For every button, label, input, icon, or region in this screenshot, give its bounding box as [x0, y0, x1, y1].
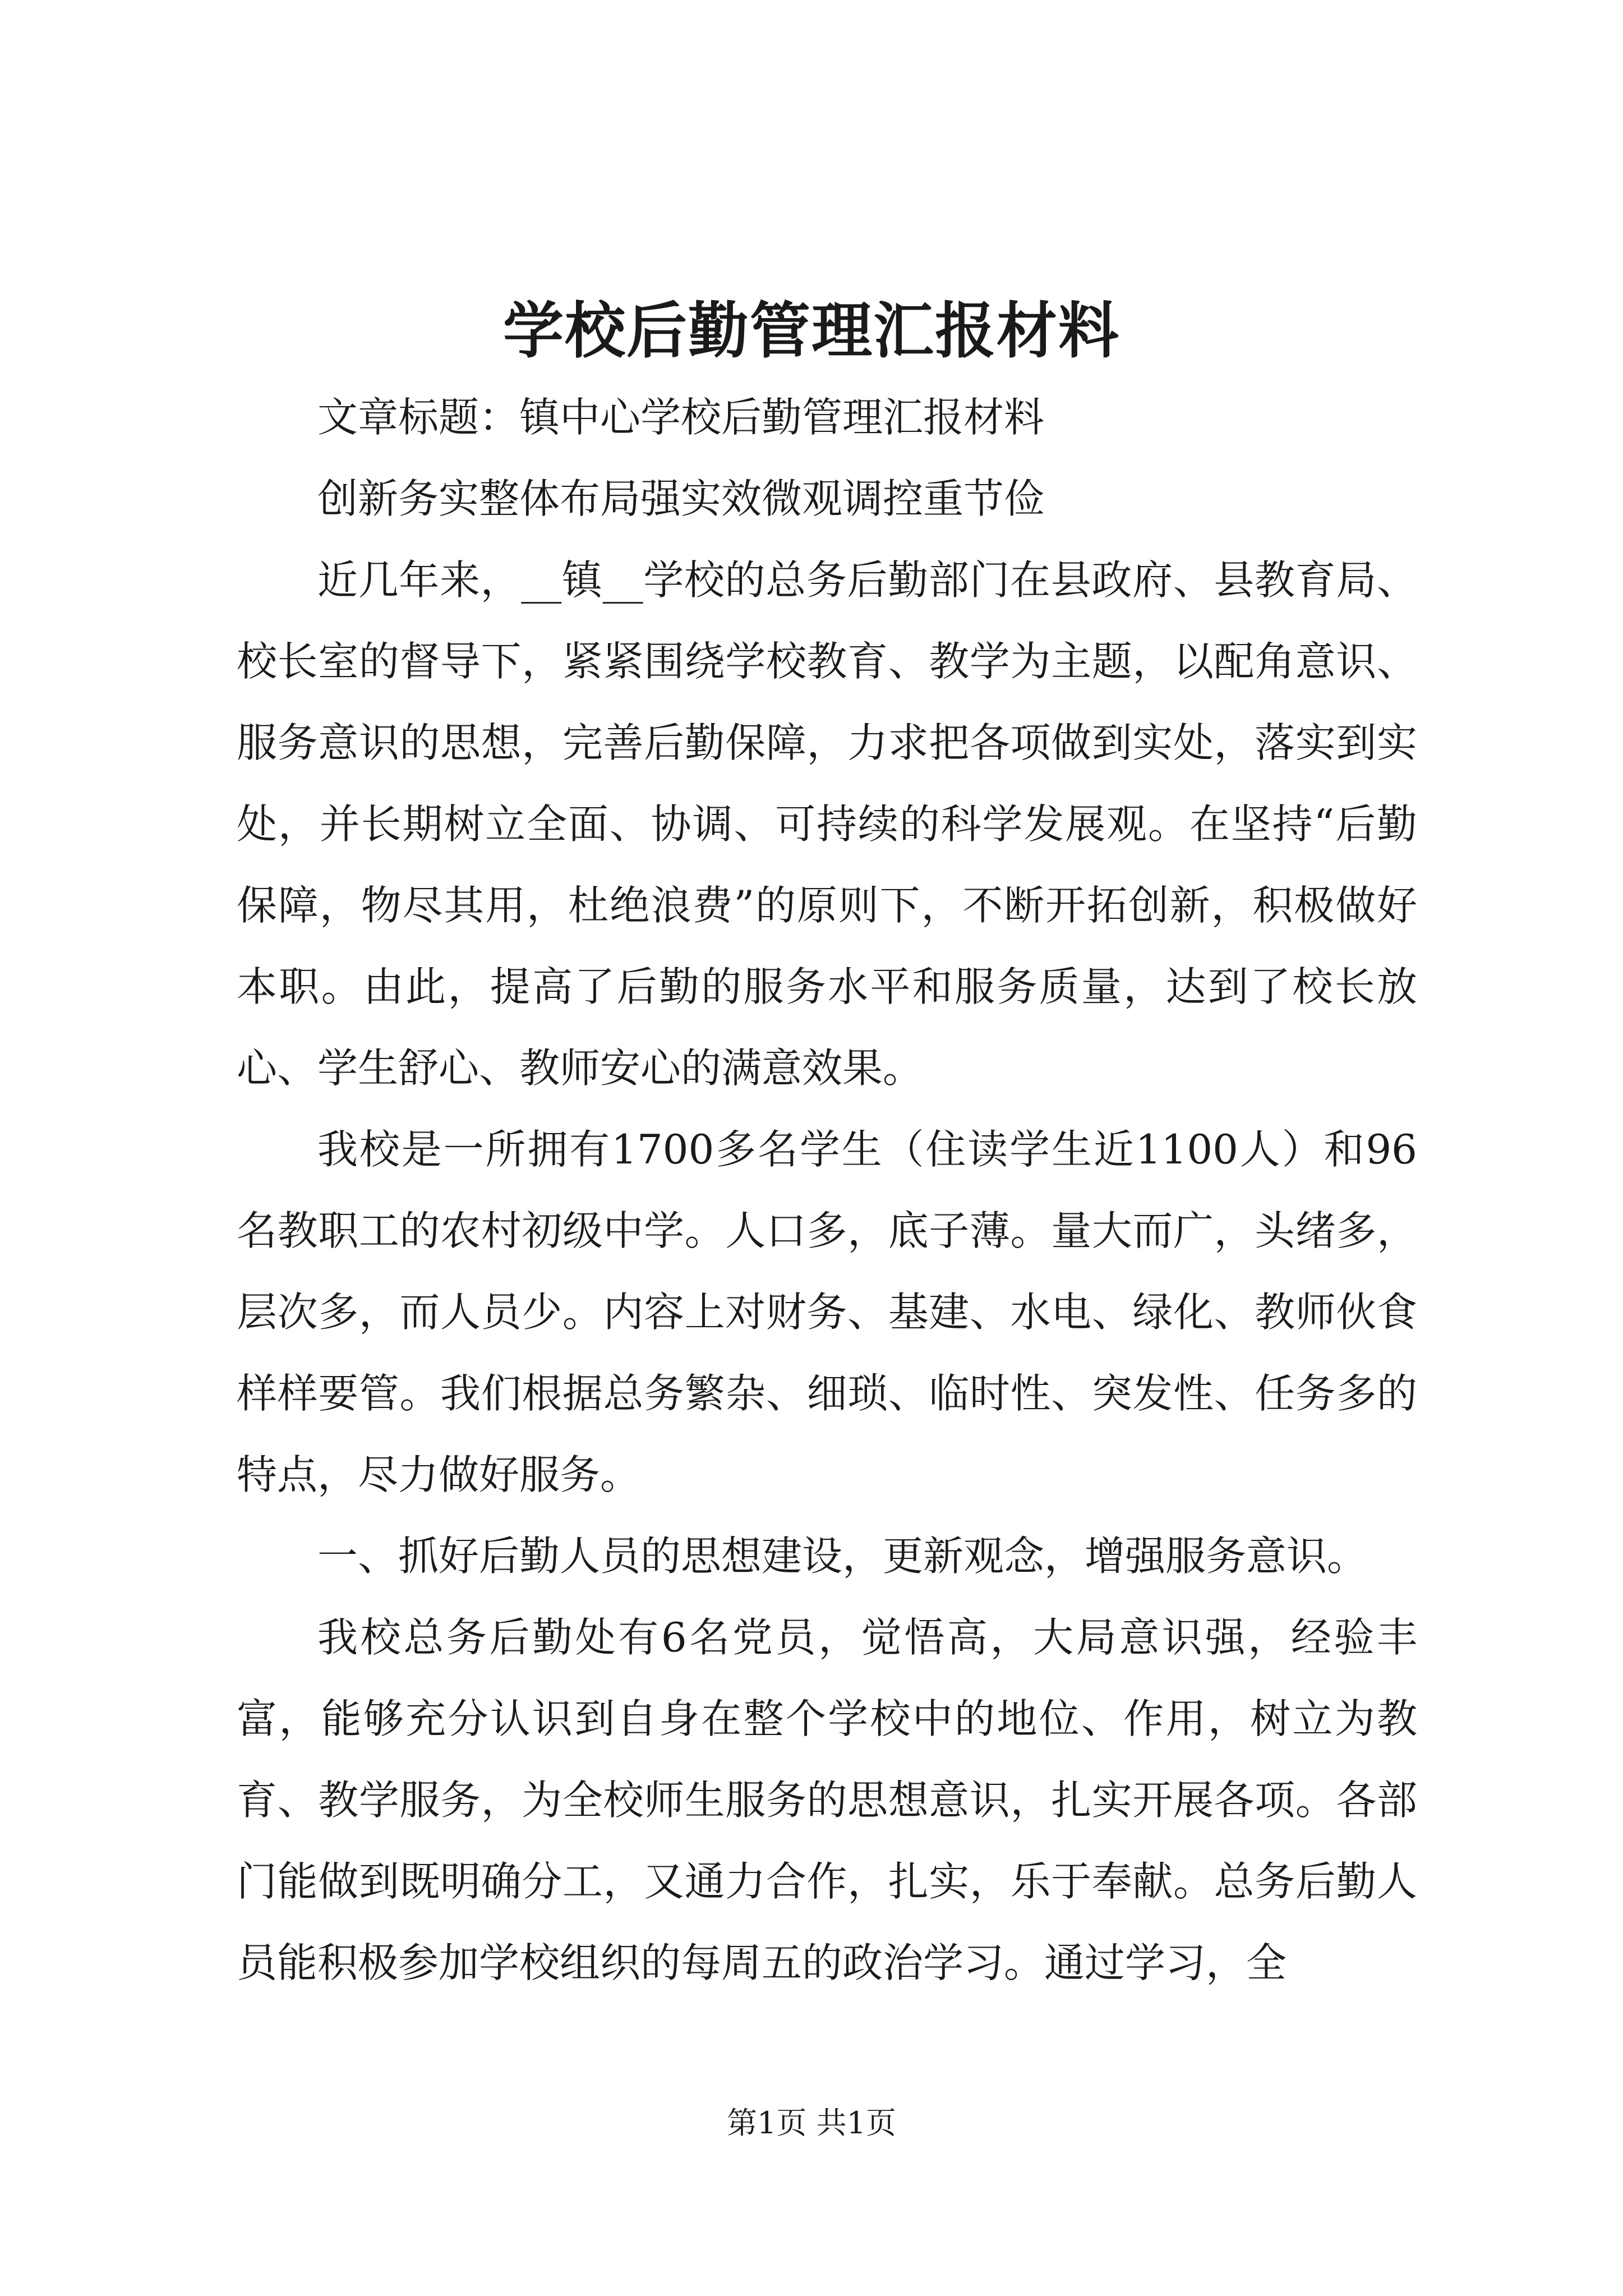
subtitle-line: 创新务实整体布局强实效微观调控重节俭 — [317, 475, 1045, 522]
section-heading-1: 一、抓好后勤人员的思想建设，更新观念，增强服务意识。 — [317, 1533, 1368, 1580]
document-body — [237, 377, 1417, 2004]
page-title: 学校后勤管理汇报材料 — [502, 296, 1120, 366]
paragraph-intro: 近几年来，__镇__学校的总务后勤部门在县政府、县教育局、校长室的督导下，紧紧围绕学校教育、教学为主题，以配角意识、服务意识的思想，完善后勤保障，力求把各项做到实处，落实到实处，并长期树立全面、协调、可持续的科学发展观。在坚持“后勤保障，物尽其用，杜绝浪费”的原则下，不断开拓创新，积极做好本职。由此，提高了后勤的服务水平和服务质量，达到了校长放心、学生舒心、教师安心的满意效果。 — [237, 556, 1417, 1092]
article-title-line: 文章标题：镇中心学校后勤管理汇报材料 — [317, 394, 1045, 441]
page-footer: 第1页 共1页 — [727, 2105, 896, 2141]
paragraph-school-overview: 我校是一所拥有1700多名学生（住读学生近1100人）和96名教职工的农村初级中学。人口多，底子薄。量大而广，头绪多，层次多，而人员少。内容上对财务、基建、水电、绿化、教师伙食样样要管。我们根据总务繁杂、细琐、临时性、突发性、任务多的特点，尽力做好服务。 — [237, 1126, 1417, 1498]
paragraph-staff: 我校总务后勤处有6名党员，觉悟高，大局意识强，经验丰富，能够充分认识到自身在整个学校中的地位、作用，树立为教育、教学服务，为全校师生服务的思想意识，扎实开展各项。各部门能做到既明确分工，又通力合作，扎实，乐于奉献。总务后勤人员能积极参加学校组织的每周五的政治学习。通过学习，全 — [237, 1614, 1417, 1986]
